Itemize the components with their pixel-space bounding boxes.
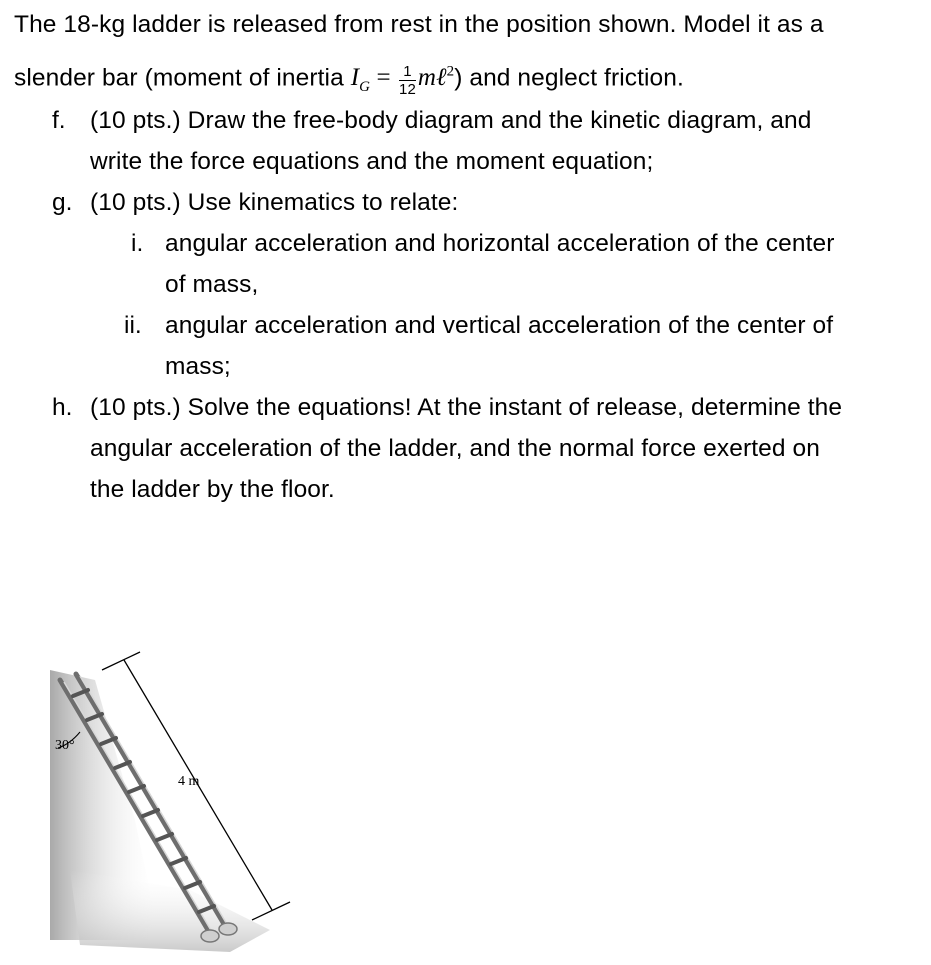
inertia-formula [350, 63, 455, 99]
item-g-line-1: (10 pts.) Use kinematics to relate: [90, 189, 459, 216]
item-g-i-label: i. [131, 230, 144, 257]
fraction-denominator: 12 [399, 81, 416, 99]
intro-line-2 [14, 57, 684, 102]
formula-fraction [399, 64, 416, 97]
item-h-line-2: angular acceleration of the ladder, and the normal force exerted on [90, 435, 820, 462]
fraction-numerator: 1 [399, 64, 416, 81]
ladder-figure [40, 640, 300, 960]
formula-G-subscript: G [359, 79, 371, 96]
length-label: 4 m [178, 774, 200, 789]
item-g-ii-line-1: angular acceleration and vertical acceleration of the center of [165, 312, 834, 339]
intro-line-2-end: ) and neglect friction. [454, 64, 684, 92]
item-g-ii-label: ii. [124, 312, 142, 339]
item-g-ii-line-2: mass; [165, 353, 231, 380]
formula-equals: = [370, 64, 398, 92]
intro-line-2-start: slender bar (moment of inertia [14, 64, 351, 92]
ladder-drawing [40, 640, 300, 960]
item-g-i-line-2: of mass, [165, 271, 259, 298]
item-f-line-1: (10 pts.) Draw the free-body diagram and the kinetic diagram, and [90, 107, 812, 134]
item-f-line-2: write the force equations and the moment equation; [90, 148, 654, 175]
formula-m: m [417, 64, 437, 92]
intro-line-1: The 18-kg ladder is released from rest in the position shown. Model it as a [14, 11, 824, 38]
formula-exponent: 2 [446, 64, 455, 80]
item-f-label: f. [52, 107, 66, 134]
angle-label: 30° [55, 738, 75, 753]
item-h-label: h. [52, 394, 73, 421]
formula-I: I [350, 64, 360, 92]
item-h-line-1: (10 pts.) Solve the equations! At the instant of release, determine the [90, 394, 843, 421]
floor-shading [70, 870, 270, 952]
item-g-i-line-1: angular acceleration and horizontal acceleration of the center [165, 230, 835, 257]
formula-ell: ℓ [436, 64, 447, 92]
item-h-line-3: the ladder by the floor. [90, 476, 335, 503]
item-g-label: g. [52, 189, 73, 216]
